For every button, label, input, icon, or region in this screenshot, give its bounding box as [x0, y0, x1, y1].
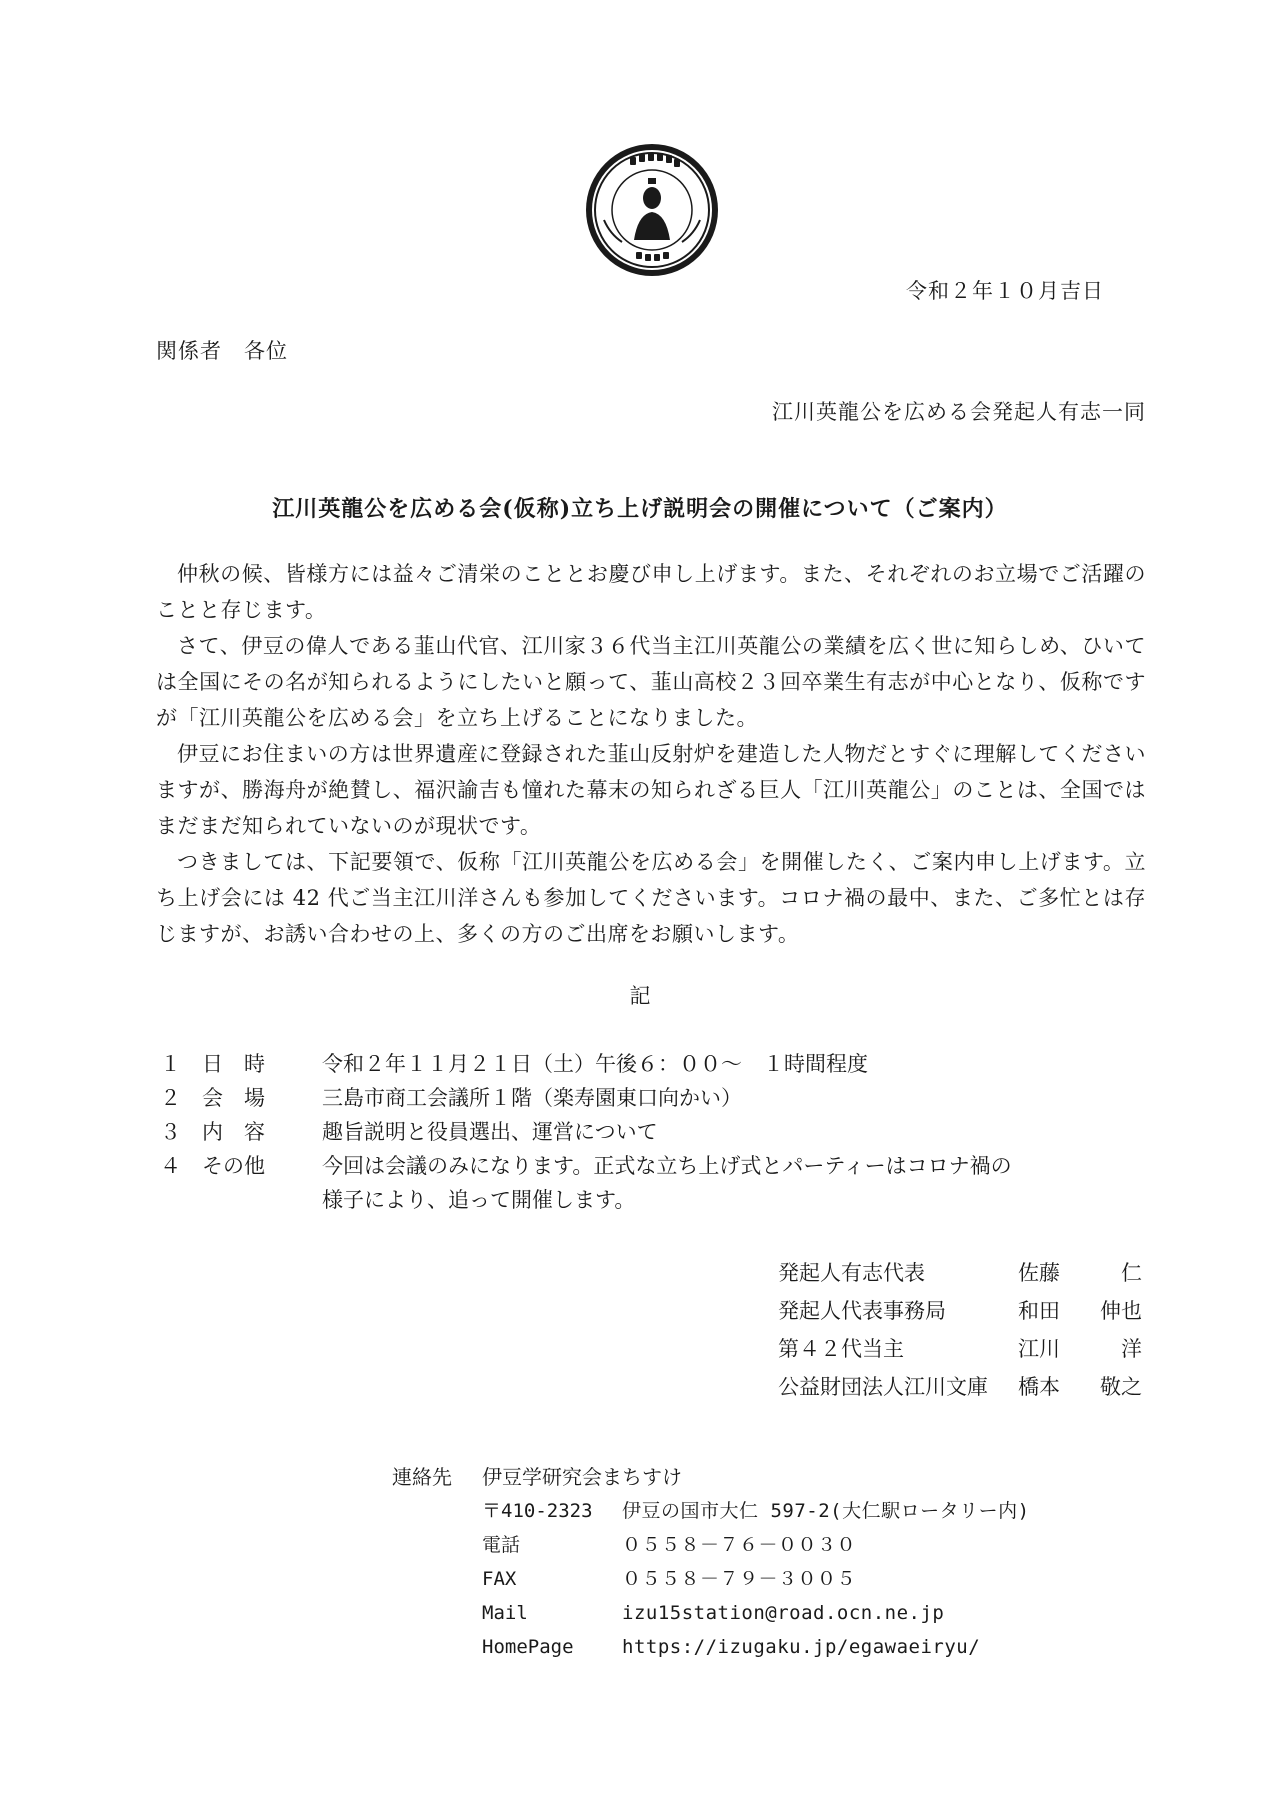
sender-line: 江川英龍公を広める会発起人有志一同 [772, 400, 1146, 424]
detail-row-content [160, 1115, 1142, 1149]
mail-label: Mail [482, 1602, 528, 1624]
body-paragraph: 伊豆にお住まいの方は世界遺産に登録された韮山反射炉を建造した人物だとすぐに理解してくださいますが、勝海舟が絶賛し、福沢諭吉も憧れた幕末の知られざる巨人「江川英龍公」のことは、全国ではまだまだ知られていないのが現状です。 [156, 742, 1146, 838]
signatory-family-name: 佐藤 [1018, 1261, 1060, 1285]
issue-date: 令和２年１０月吉日 [906, 279, 1104, 303]
address: 伊豆の国市大仁 597-2(大仁駅ロータリー内) [622, 1500, 1030, 1522]
ki-heading: 記 [629, 984, 651, 1008]
contact-address-row [392, 1494, 1030, 1528]
contact-header [392, 1460, 1030, 1494]
fax-label: FAX [482, 1568, 517, 1590]
contact-tel-row [392, 1528, 1030, 1562]
signatory-given-name: 敬之 [1100, 1375, 1142, 1399]
signatory-row [778, 1330, 1142, 1368]
detail-value: 趣旨説明と役員選出、運営について [322, 1120, 658, 1144]
contact-block [392, 1460, 1030, 1664]
detail-label: 内 容 [202, 1120, 265, 1144]
detail-label: 会 場 [202, 1086, 265, 1110]
seal-emblem [582, 140, 722, 280]
signatory-row [778, 1254, 1142, 1292]
tel-label: 電話 [482, 1534, 521, 1556]
detail-value: 令和２年１１月２１日（土）午後６：００～ １時間程度 [322, 1052, 868, 1076]
fax-number: ０５５８－７９－３００５ [622, 1568, 857, 1590]
homepage-label: HomePage [482, 1636, 574, 1658]
signatory-name [1018, 1368, 1142, 1406]
addressee: 関係者 各位 [156, 339, 288, 363]
signatory-role: 第４２代当主 [778, 1337, 904, 1361]
detail-label: その他 [202, 1154, 265, 1178]
body-paragraph: さて、伊豆の偉人である韮山代官、江川家３６代当主江川英龍公の業績を広く世に知らしめ、ひいては全国にその名が知られるようにしたいと願って、韮山高校２３回卒業生有志が中心となり、仮称ですが「江川英龍公を広める会」を立ち上げることになりました。 [156, 634, 1146, 730]
signatory-role: 公益財団法人江川文庫 [778, 1375, 988, 1399]
contact-fax-row [392, 1562, 1030, 1596]
signatory-given-name: 伸也 [1100, 1299, 1142, 1323]
contact-org: 伊豆学研究会まちすけ [482, 1465, 682, 1489]
society-seal-logo [582, 140, 722, 280]
body-paragraph: 仲秋の候、皆様方には益々ご清栄のこととお慶び申し上げます。また、それぞれのお立場でご活躍のことと存じます。 [156, 562, 1146, 622]
signatory-given-name: 洋 [1121, 1337, 1142, 1361]
letter-body [156, 556, 1146, 952]
contact-label: 連絡先 [392, 1465, 452, 1489]
event-details [160, 1047, 1142, 1217]
signatories [778, 1254, 1142, 1406]
letter-title: 江川英龍公を広める会(仮称)立ち上げ説明会の開催について（ご案内） [272, 496, 1008, 522]
detail-number: ３ [160, 1120, 181, 1144]
signatory-name [1018, 1330, 1142, 1368]
signatory-family-name: 和田 [1018, 1299, 1060, 1323]
detail-value: 今回は会議のみになります。正式な立ち上げ式とパーティーはコロナ禍の 様子により、追って開催します。 [322, 1154, 1012, 1212]
homepage-url: https://izugaku.jp/egawaeiryu/ [622, 1636, 981, 1658]
detail-row-other [160, 1149, 1142, 1217]
signatory-role: 発起人代表事務局 [778, 1299, 946, 1323]
detail-number: １ [160, 1052, 181, 1076]
mail-address: izu15station@road.ocn.ne.jp [622, 1602, 945, 1624]
contact-mail-row [392, 1596, 1030, 1630]
signatory-given-name: 仁 [1121, 1261, 1142, 1285]
postal-code: 〒410-2323 [482, 1500, 593, 1522]
signatory-row [778, 1368, 1142, 1406]
signatory-name [1018, 1292, 1142, 1330]
signatory-row [778, 1292, 1142, 1330]
signatory-family-name: 橋本 [1018, 1375, 1060, 1399]
detail-value: 三島市商工会議所１階（楽寿園東口向かい） [322, 1086, 742, 1110]
contact-homepage-row [392, 1630, 1030, 1664]
detail-row-venue [160, 1081, 1142, 1115]
body-paragraph: つきましては、下記要領で、仮称「江川英龍公を広める会」を開催したく、ご案内申し上げます。立ち上げ会には 42 代ご当主江川洋さんも参加してくださいます。コロナ禍の最中、また、ご多忙とは存じますが、お誘い合わせの上、多くの方のご出席をお願いします。 [156, 850, 1146, 946]
signatory-name [1018, 1254, 1142, 1292]
signatory-role: 発起人有志代表 [778, 1261, 925, 1285]
signatory-family-name: 江川 [1018, 1337, 1060, 1361]
detail-row-datetime [160, 1047, 1142, 1081]
detail-number: ２ [160, 1086, 181, 1110]
detail-label: 日 時 [202, 1052, 265, 1076]
tel-number: ０５５８－７６－００３０ [622, 1534, 857, 1556]
detail-number: ４ [160, 1154, 181, 1178]
